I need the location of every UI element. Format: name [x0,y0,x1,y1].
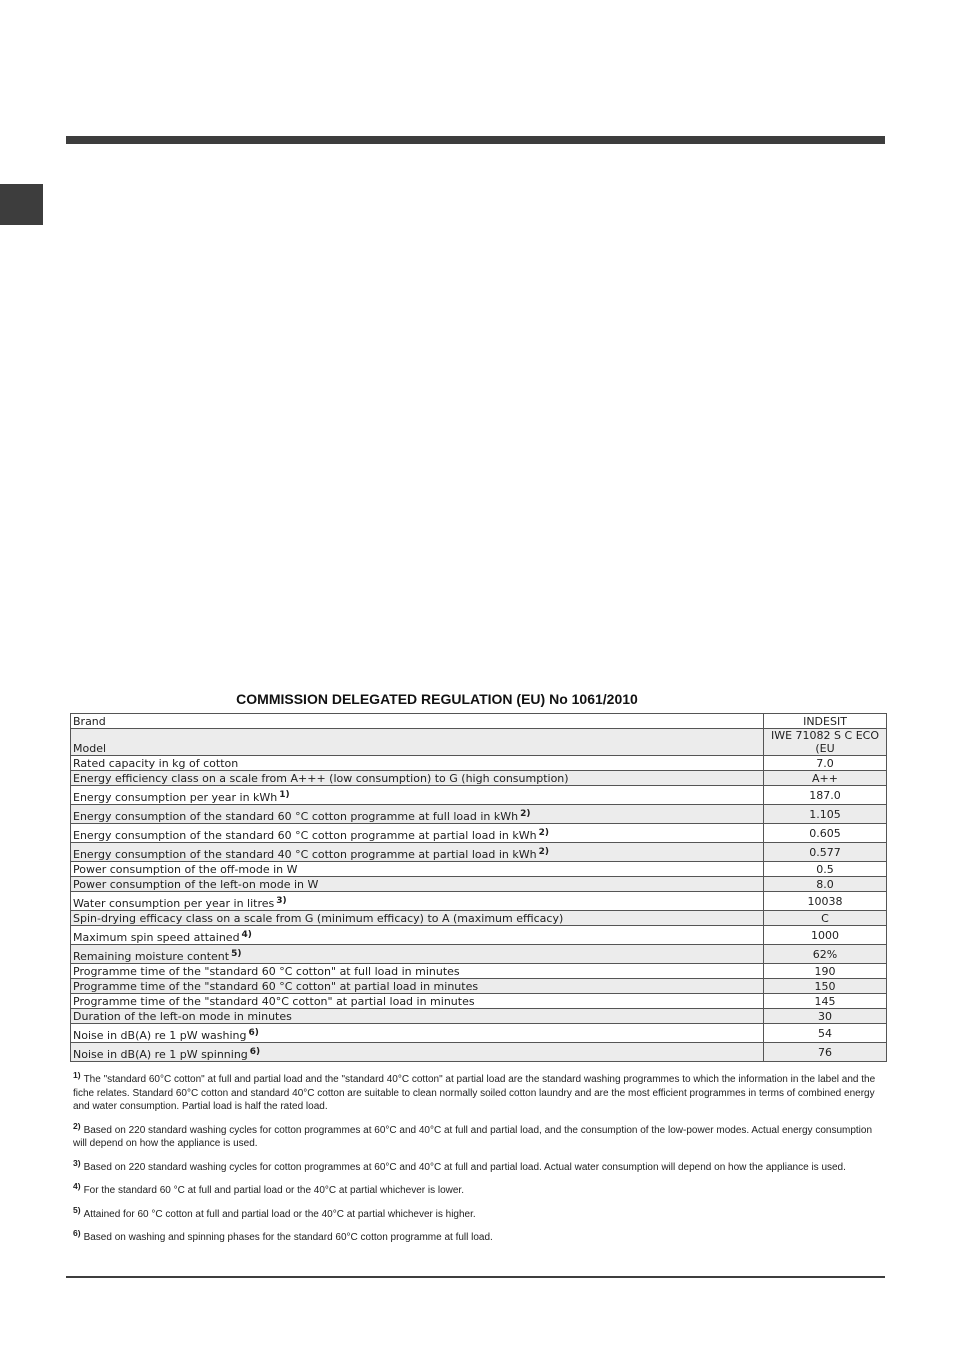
row-label: Programme time of the "standard 60 °C cotton" at partial load in minutes [71,979,764,994]
row-label: Maximum spin speed attained $^{4)}$ [71,926,764,945]
row-value: C [764,911,887,926]
row-value: INDESIT [764,714,887,729]
footnote-marker: 3) [73,1157,81,1168]
row-value: IWE 71082 S C ECO (EU [764,729,887,756]
row-label: Energy consumption of the standard 60 °C cotton programme at full load in kWh $^{2)}$ [71,805,764,824]
table-row [71,926,887,945]
footnotes [73,1070,888,1255]
specification-table [70,713,887,1062]
row-value: 150 [764,979,887,994]
footnote-item [73,1228,888,1245]
table-row [71,805,887,824]
row-label: Noise in dB(A) re 1 pW spinning $^{6)}$ [71,1043,764,1062]
table-row [71,945,887,964]
footer-rule [66,1276,885,1278]
footnote-marker: 2) [73,1120,81,1131]
footnote-ref: 5) [231,949,242,959]
row-label: Remaining moisture content $^{5)}$ [71,945,764,964]
table-row [71,771,887,786]
row-label: Energy consumption of the standard 60 °C cotton programme at partial load in kWh $^{2)}$ [71,824,764,843]
row-value: 8.0 [764,877,887,892]
footnote-text: Based on washing and spinning phases for the standard 60°C cotton programme at full load. [83,1232,493,1243]
footnote-item [73,1070,888,1114]
footnote-text: Attained for 60 °C cotton at full and partial load or the 40°C at partial whichever is higher. [83,1208,476,1220]
row-label: Water consumption per year in litres $^{3)}$ [71,892,764,911]
footnote-text: Based on 220 standard washing cycles for cotton programmes at 60°C and 40°C at full and partial load. Actual water consumption will depend on how the appliance is used. [83,1161,846,1173]
row-label: Noise in dB(A) re 1 pW washing $^{6)}$ [71,1024,764,1043]
footnote-ref: 2) [520,809,531,819]
table-row [71,1009,887,1024]
row-label: Duration of the left-on mode in minutes [71,1009,764,1024]
row-value: 54 [764,1024,887,1043]
row-label: Power consumption of the left-on mode in W [71,877,764,892]
row-value: 7.0 [764,756,887,771]
row-value: 190 [764,964,887,979]
row-value: A++ [764,771,887,786]
row-label: Energy consumption per year in kWh $^{1)}$ [71,786,764,805]
table-row [71,786,887,805]
footnote-ref: 1) [279,790,290,800]
row-label: Model [71,729,764,756]
row-label: Rated capacity in kg of cotton [71,756,764,771]
table-row [71,714,887,729]
table-row [71,964,887,979]
page-tab-marker [0,184,43,225]
row-value: 10038 [764,892,887,911]
footnote-text: The "standard 60°C cotton" at full and partial load and the "standard 40°C cotton" at partial load are the standard washing programmes to which the information in the label and the fiche relates. Standard 60°C cotton and standard 40°C cotton are suitable to clean normally soiled cotton laundry and are the most efficient programmes in terms of combined energy and water consumption. Partial load is half the rated load. [73,1074,876,1112]
regulation-title: COMMISSION DELEGATED REGULATION (EU) No 1061/2010 [236,691,638,707]
row-value: 187.0 [764,786,887,805]
table-row [71,994,887,1009]
table-row [71,877,887,892]
row-label: Energy efficiency class on a scale from A+++ (low consumption) to G (high consumption) [71,771,764,786]
table-row [71,892,887,911]
footnote-marker: 4) [73,1181,81,1191]
table-row [71,1024,887,1043]
footnote-text: For the standard 60 °C at full and partial load or the 40°C at partial whichever is lower. [83,1185,464,1196]
row-label: Power consumption of the off-mode in W [71,862,764,877]
row-label: Spin-drying efficacy class on a scale from G (minimum efficacy) to A (maximum efficacy) [71,911,764,926]
table-row [71,824,887,843]
row-label: Programme time of the "standard 60 °C cotton" at full load in minutes [71,964,764,979]
footnote-item [73,1204,888,1222]
row-value: 145 [764,994,887,1009]
table-row [71,862,887,877]
row-value: 0.5 [764,862,887,877]
footnote-marker: 5) [73,1204,81,1215]
row-label: Energy consumption of the standard 40 °C cotton programme at partial load in kWh $^{2)}$ [71,843,764,862]
row-value: 0.577 [764,843,887,862]
row-label: Brand [71,714,764,729]
footnote-ref: 6) [249,1047,261,1057]
table-row [71,979,887,994]
footnote-ref: 2) [538,828,549,838]
table-row [71,756,887,771]
footnote-ref: 3) [276,896,287,906]
footnote-ref: 4) [241,930,252,940]
row-value: 1.105 [764,805,887,824]
footnote-item [73,1181,888,1198]
row-value: 62% [764,945,887,964]
row-label: Programme time of the "standard 40°C cotton" at partial load in minutes [71,994,764,1009]
row-value: 76 [764,1043,887,1062]
row-value: 30 [764,1009,887,1024]
table-row [71,911,887,926]
row-value: 0.605 [764,824,887,843]
footnote-item [73,1157,888,1175]
footnote-ref: 2) [538,847,549,857]
header-rule [66,136,885,144]
table-row [71,843,887,862]
table-row [71,729,887,756]
footnote-marker: 6) [73,1228,81,1238]
table-row [71,1043,887,1062]
footnote-ref: 6) [248,1028,259,1038]
footnote-marker: 1) [73,1070,81,1080]
row-value: 1000 [764,926,887,945]
footnote-text: Based on 220 standard washing cycles for cotton programmes at 60°C and 40°C at full and partial load, and the consumption of the low-power modes. Actual energy consumption will depend on how the appliance is used. [73,1124,873,1149]
footnote-item [73,1120,888,1151]
